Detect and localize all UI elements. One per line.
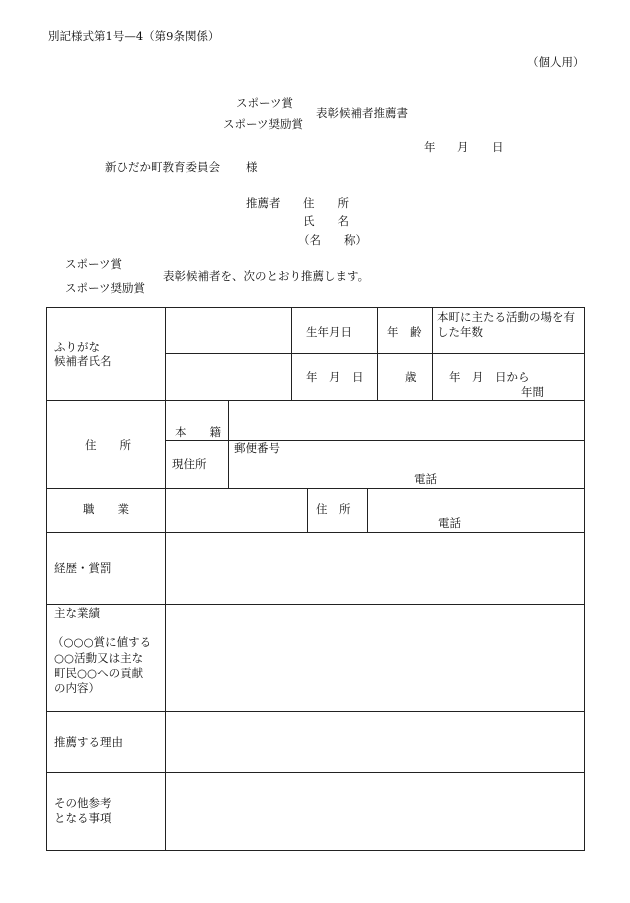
label-furigana: ふりがな (54, 340, 100, 354)
label-honseki: 本 籍 (175, 425, 221, 439)
title-award-encourage: スポーツ奨励賞 (223, 117, 304, 131)
recommender-name: 氏 名 (303, 214, 349, 228)
label-career: 経歴・賞罰 (54, 561, 112, 575)
page-title: 表彰候補者推薦書 (316, 106, 408, 120)
label-age: 年 齢 (387, 325, 422, 339)
form-number: 別記様式第1号—4（第9条関係） (48, 29, 220, 43)
label-candidate-name: 候補者氏名 (54, 354, 112, 368)
label-other-2: となる事項 (54, 811, 112, 825)
label-activity-years-2: した年数 (437, 325, 483, 339)
achievements-note-3: 町民○○への貢献 (54, 666, 144, 680)
date-month: 月 (457, 140, 469, 154)
years-from: 年 月 日から (449, 370, 530, 384)
achievements-note-2: ○○活動又は主な (54, 651, 144, 665)
label-address: 住 所 (85, 438, 131, 452)
label-work-phone: 電話 (438, 516, 461, 530)
statement-award-encourage: スポーツ奨励賞 (65, 281, 146, 295)
form-type: （個人用） (527, 55, 585, 69)
label-work-address: 住 所 (316, 502, 351, 516)
addressee-name: 新ひだか町教育委員会 (105, 160, 220, 174)
label-activity-years-1: 本町に主たる活動の場を有 (437, 310, 575, 324)
label-current-address: 現住所 (172, 457, 207, 471)
title-award-sports: スポーツ賞 (236, 96, 294, 110)
birth-ymd: 年 月 日 (306, 370, 364, 384)
achievements-note-1: （○○○賞に値する (52, 635, 152, 649)
age-unit: 歳 (405, 370, 417, 384)
recommender-address: 住 所 (303, 196, 349, 210)
achievements-note-4: の内容） (54, 681, 100, 695)
label-reason: 推薦する理由 (54, 735, 123, 749)
label-other-1: その他参考 (54, 796, 112, 810)
label-birthdate: 生年月日 (306, 325, 352, 339)
addressee-honorific: 様 (246, 160, 258, 174)
recommender-org: （名 称） (298, 233, 367, 247)
recommender-label: 推薦者 (246, 196, 281, 210)
label-postal-code: 郵便番号 (234, 441, 280, 455)
label-phone: 電話 (414, 472, 437, 486)
date-year: 年 (424, 140, 436, 154)
date-day: 日 (492, 140, 504, 154)
statement-award-sports: スポーツ賞 (65, 257, 123, 271)
statement-text: 表彰候補者を、次のとおり推薦します。 (163, 269, 370, 283)
years-unit: 年間 (521, 385, 544, 399)
label-achievements: 主な業績 (54, 606, 100, 620)
label-occupation: 職 業 (83, 502, 129, 516)
